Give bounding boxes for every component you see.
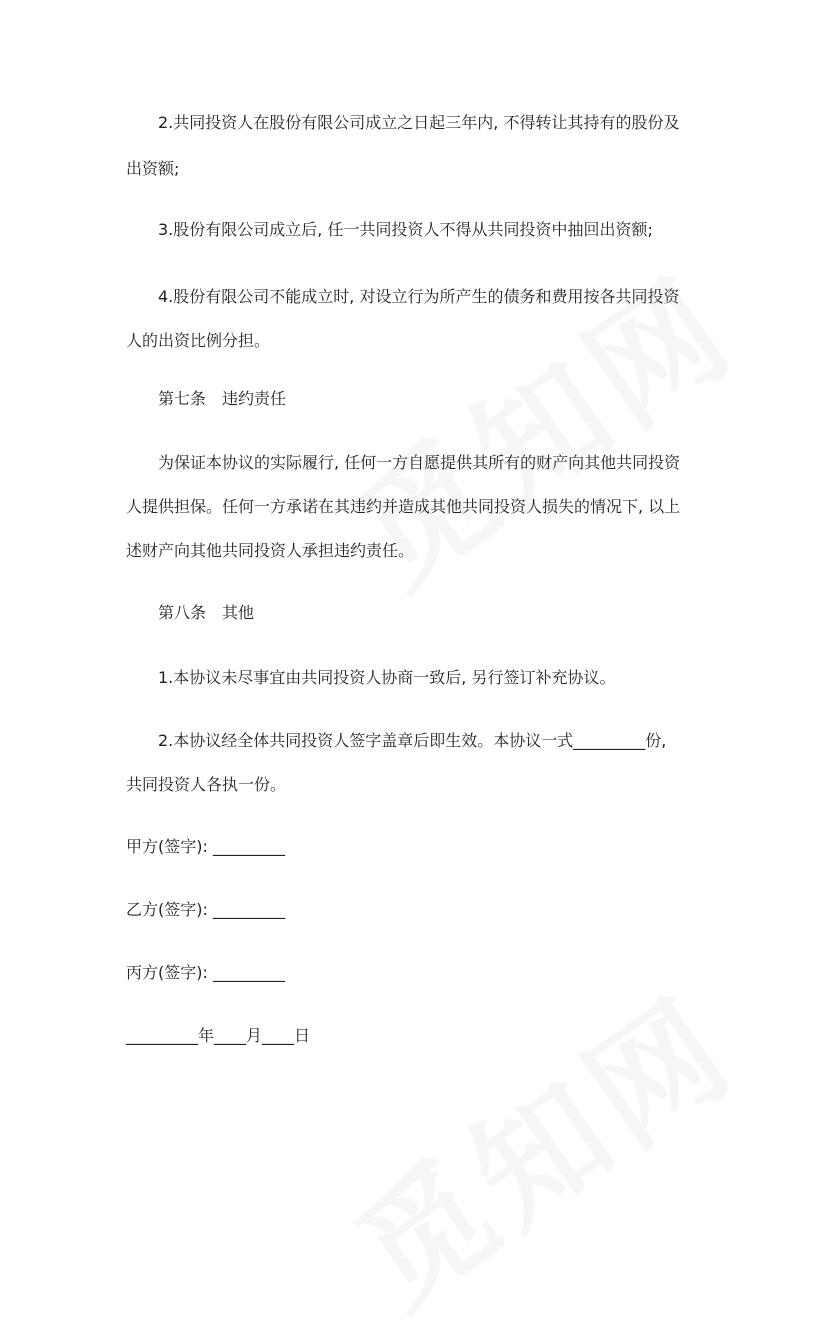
watermark — [314, 946, 765, 1340]
paragraph-line: 3.股份有限公司成立后, 任一共同投资人不得从共同投资中抽回出资额; — [158, 220, 653, 239]
paragraph-line: 4.股份有限公司不能成立时, 对设立行为所产生的债务和费用按各共同投资 — [158, 287, 680, 306]
paragraph-line: 人提供担保。任何一方承诺在其违约并造成其他共同投资人损失的情况下, 以上 — [126, 497, 681, 516]
paragraph-line: 共同投资人各执一份。 — [126, 775, 287, 794]
paragraph-line: 2.本协议经全体共同投资人签字盖章后即生效。本协议一式_________份, — [158, 731, 667, 750]
article-heading: 第七条 违约责任 — [158, 389, 287, 408]
paragraph-line: 为保证本协议的实际履行, 任何一方自愿提供其所有的财产向其他共同投资 — [158, 453, 681, 472]
signature-party-b: 乙方(签字): _________ — [126, 900, 285, 919]
article-heading: 第八条 其他 — [158, 603, 255, 622]
signature-date: _________年____月____日 — [126, 1026, 311, 1045]
signature-party-a: 甲方(签字): _________ — [126, 837, 285, 856]
paragraph-line: 人的出资比例分担。 — [126, 331, 271, 350]
paragraph-line: 出资额; — [126, 159, 180, 178]
paragraph-line: 1.本协议未尽事宜由共同投资人协商一致后, 另行签订补充协议。 — [158, 668, 616, 687]
signature-party-c: 丙方(签字): _________ — [126, 963, 285, 982]
paragraph-line: 2.共同投资人在股份有限公司成立之日起三年内, 不得转让其持有的股份及 — [158, 113, 680, 132]
paragraph-line: 述财产向其他共同投资人承担违约责任。 — [126, 541, 415, 560]
